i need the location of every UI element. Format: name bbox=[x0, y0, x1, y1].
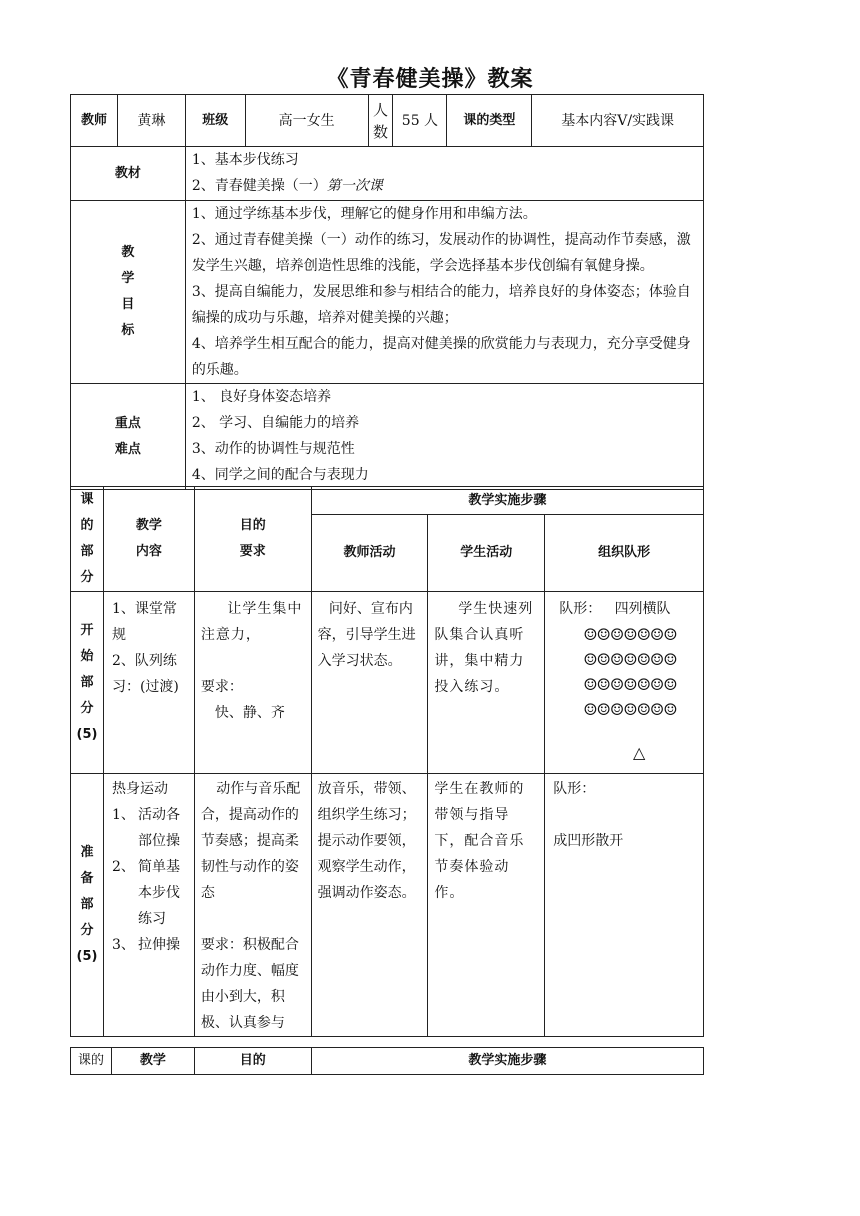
content-label: 教学 内容 bbox=[103, 487, 194, 592]
purpose-cell: 让学生集中注意力， 要求： 快、静、齐 bbox=[194, 592, 311, 774]
goals-label: 教 学 目 标 bbox=[71, 201, 186, 384]
steps-header: 教学实施步骤 bbox=[311, 487, 703, 515]
student-row: ☺☺☺☺☺☺☺ bbox=[583, 650, 677, 669]
student-formation-grid bbox=[559, 622, 699, 722]
student-activity-header: 学生活动 bbox=[428, 515, 545, 592]
purpose-label: 目的 要求 bbox=[194, 487, 311, 592]
material-label: 教材 bbox=[71, 147, 186, 201]
lesson-info-table bbox=[70, 94, 704, 490]
key-points-label: 重点 难点 bbox=[71, 384, 186, 490]
formation-cell: 队形： 四列横队 ☺☺☺☺☺☺☺ ☺☺☺☺☺☺☺ ☺☺☺☺☺☺☺ ☺☺☺☺☺☺☺ △ bbox=[545, 592, 704, 774]
teacher-position-icon: △ bbox=[632, 743, 646, 762]
teacher-activity-cell: 放音乐，带领、组织学生练习；提示动作要领，观察学生动作，强调动作姿态。 bbox=[311, 774, 428, 1037]
part-cell: 准 备 部 分 (5) bbox=[71, 774, 104, 1037]
content-cell: 1、课堂常规 2、队列练习：(过渡) bbox=[103, 592, 194, 774]
class-value: 高一女生 bbox=[245, 95, 368, 147]
teaching-steps-table bbox=[70, 486, 704, 1037]
content-label: 教学 bbox=[111, 1048, 194, 1075]
student-row: ☺☺☺☺☺☺☺ bbox=[583, 625, 677, 644]
teacher-activity-cell: 问好、宣布内容，引导学生进入学习状态。 bbox=[311, 592, 428, 774]
lesson-type-value: 基本内容Ⅴ/实践课 bbox=[532, 95, 704, 147]
steps-table-continued bbox=[70, 1047, 704, 1075]
content-cell: 热身运动 1、 活动各部位操 2、 简单基本步伐练习 3、 拉伸操 bbox=[103, 774, 194, 1037]
teacher-name: 黄琳 bbox=[117, 95, 185, 147]
material-content: 1、基本步伐练习 2、青春健美操（一）第一次课 bbox=[185, 147, 703, 201]
formation-cell: 队形： 成凹形散开 bbox=[545, 774, 704, 1037]
student-row: ☺☺☺☺☺☺☺ bbox=[583, 700, 677, 719]
people-count: 55 人 bbox=[393, 95, 447, 147]
part-label: 课 的 部 分 bbox=[71, 487, 104, 592]
purpose-label: 目的 bbox=[194, 1048, 311, 1075]
teacher-label: 教师 bbox=[71, 95, 118, 147]
part-cell: 开 始 部 分 (5) bbox=[71, 592, 104, 774]
formation-header: 组织队形 bbox=[545, 515, 704, 592]
steps-header: 教学实施步骤 bbox=[311, 1048, 703, 1075]
teacher-activity-header: 教师活动 bbox=[311, 515, 428, 592]
people-label: 人 数 bbox=[368, 95, 393, 147]
student-activity-cell: 学生快速列队集合认真听讲，集中精力投入练习。 bbox=[428, 592, 545, 774]
class-label: 班级 bbox=[185, 95, 245, 147]
key-points-content: 1、 良好身体姿态培养 2、 学习、自编能力的培养 3、动作的协调性与规范性 4、同学之间的配合与表现力 bbox=[185, 384, 703, 490]
purpose-cell: 动作与音乐配合，提高动作的节奏感；提高柔韧性与动作的姿态 要求：积极配合动作力度、幅度由小到大，积极、认真参与 bbox=[194, 774, 311, 1037]
page-title: 《青春健美操》教案 bbox=[326, 67, 534, 92]
table-row bbox=[71, 592, 704, 774]
lesson-type-label: 课的类型 bbox=[447, 95, 532, 147]
table-row bbox=[71, 774, 704, 1037]
goals-content: 1、通过学练基本步伐，理解它的健身作用和串编方法。 2、通过青春健美操（一）动作的练习，发展动作的协调性，提高动作节奏感，激发学生兴趣，培养创造性思维的浅能，学会选择基本步伐创编有氧健身操。 3、提高自编能力，发展思维和参与相结合的能力，培养良好的身体姿态；体验自编操的成功与乐趣，培养对健美操的兴趣； 4、培养学生相互配合的能力，提高对健美操的欣赏能力与表现力，充分享受健身的乐趣。 bbox=[185, 201, 703, 384]
part-label: 课的 bbox=[71, 1048, 112, 1075]
student-row: ☺☺☺☺☺☺☺ bbox=[583, 675, 677, 694]
student-activity-cell: 学生在教师的带领与指导下，配合音乐节奏体验动作。 bbox=[428, 774, 545, 1037]
